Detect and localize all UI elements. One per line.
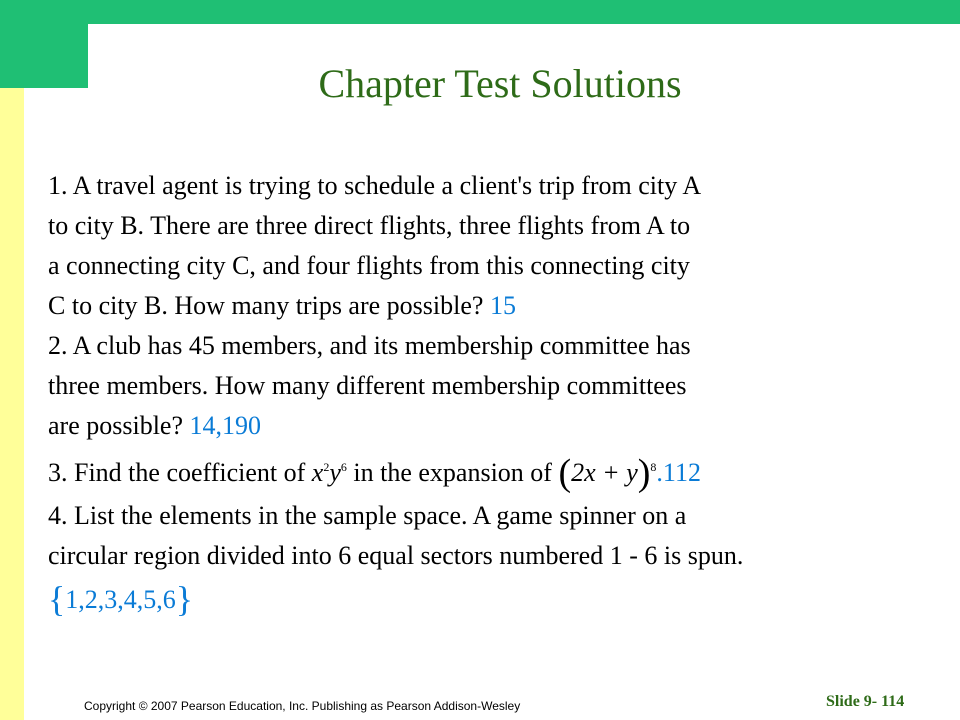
q4-brace-open: { <box>48 579 66 619</box>
slide-content <box>48 166 828 619</box>
q4-line-1: 4. List the elements in the sample space. A game spinner on a <box>48 501 687 530</box>
q1-line-4 <box>48 286 828 326</box>
q3-exp-expr: 8 <box>650 460 657 474</box>
q4-answer: 1,2,3,4,5,6 <box>65 585 176 614</box>
q3-line <box>48 446 828 492</box>
q2-line-2: three members. How many different membership committees <box>48 371 687 400</box>
q3-var-x: x <box>311 458 324 487</box>
q2-answer: 14,190 <box>189 411 262 440</box>
q3-middle: in the expansion of <box>346 458 559 487</box>
q3-exp-x: 2 <box>323 460 330 474</box>
q4-answer-line <box>48 576 828 619</box>
q2-line-3 <box>48 406 828 446</box>
q1-answer: 15 <box>489 291 516 320</box>
q2-line-3-text: are possible? <box>48 411 190 440</box>
left-accent-bar <box>0 88 24 720</box>
copyright-notice: Copyright © 2007 Pearson Education, Inc. Publishing as Pearson Addison-Wesley <box>84 699 521 713</box>
q4-brace-close: } <box>175 579 194 619</box>
q3-var-y: y <box>329 458 341 487</box>
slide-number: Slide 9- 114 <box>826 693 905 710</box>
q3-exp-y: 6 <box>340 460 347 474</box>
q3-prefix: 3. Find the coefficient of <box>48 458 312 487</box>
q1-line-3: a connecting city C, and four flights from this connecting city <box>48 251 690 280</box>
q1-line-2: to city B. There are three direct flights, three flights from A to <box>48 211 691 240</box>
q3-answer: .112 <box>656 458 701 487</box>
slide-title: Chapter Test Solutions <box>318 61 682 106</box>
q3-expression: 2x + y <box>571 458 638 487</box>
q3-paren-close: ) <box>637 452 651 494</box>
top-accent-bar <box>0 0 960 24</box>
q1-line-4-text: C to city B. How many trips are possible? <box>48 291 490 320</box>
q3-paren-open: ( <box>558 452 572 494</box>
q2-line-1: 2. A club has 45 members, and its membership committee has <box>48 331 691 360</box>
q4-line-2: circular region divided into 6 equal sectors numbered 1 - 6 is spun. <box>48 541 744 570</box>
q1-line-1: 1. A travel agent is trying to schedule a client's trip from city A <box>48 171 702 200</box>
